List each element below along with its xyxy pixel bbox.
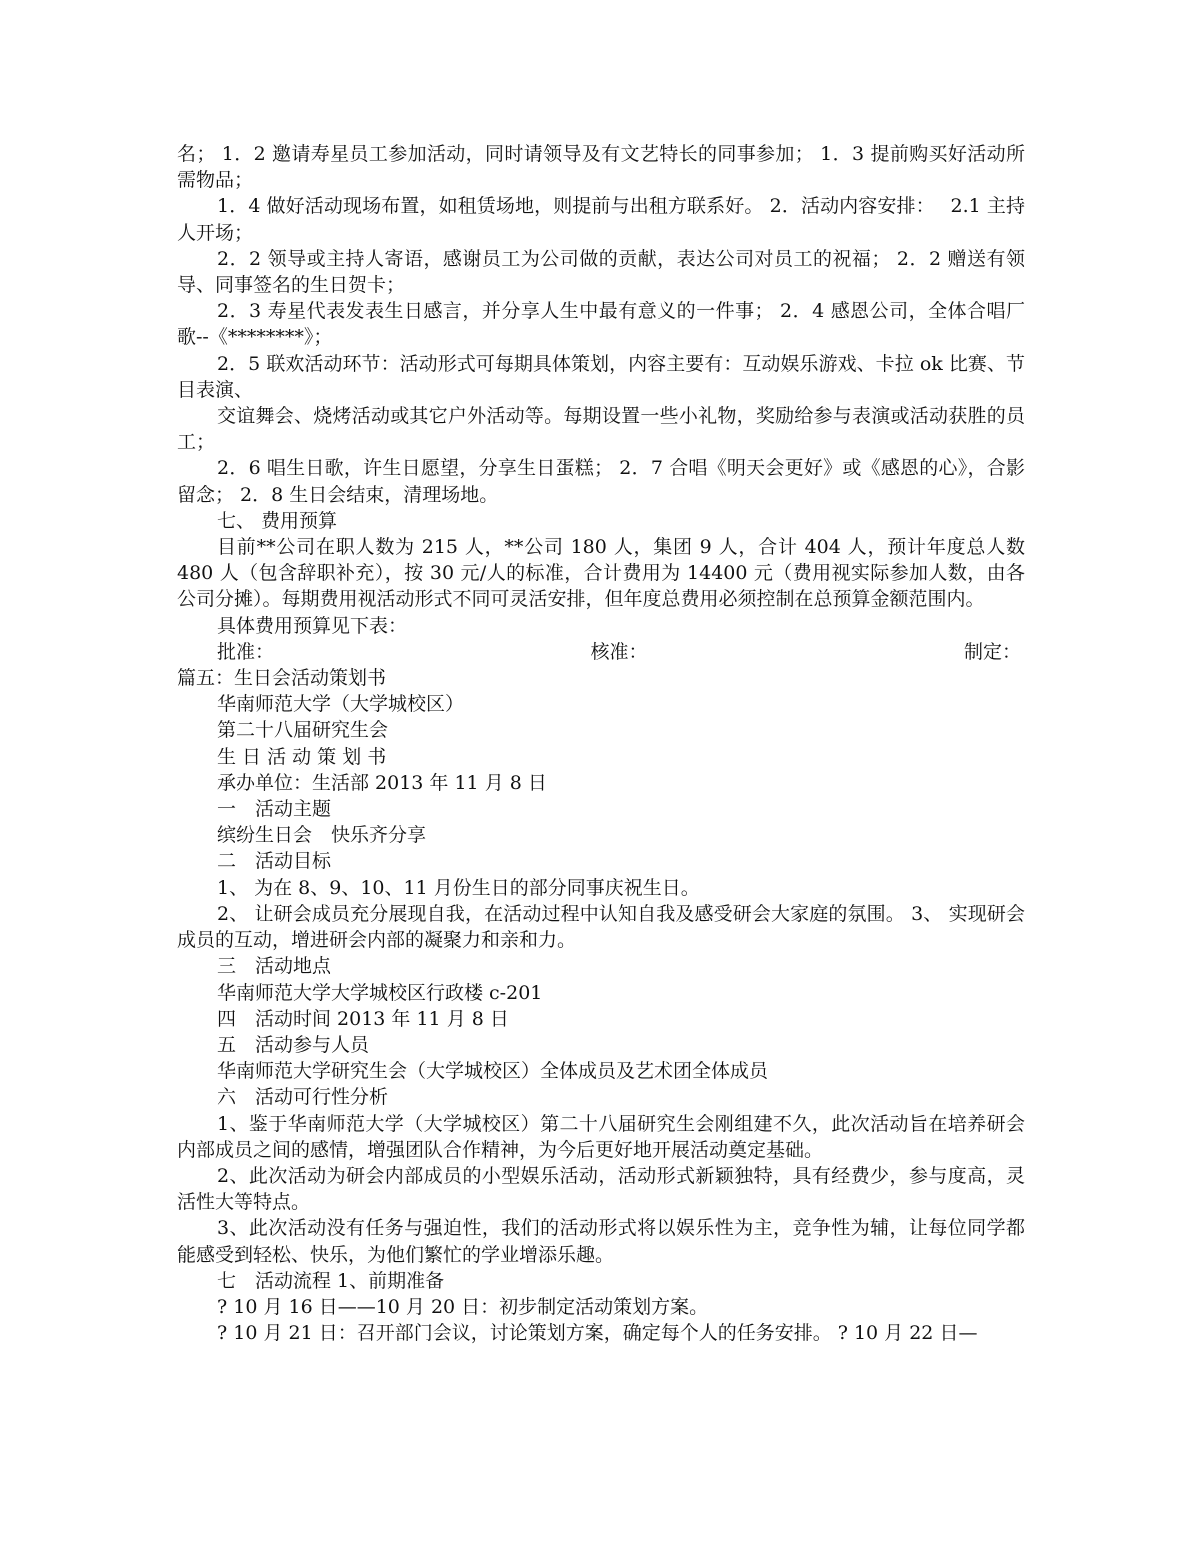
section-heading: 七、 费用预算	[217, 509, 338, 532]
paragraph: 目前**公司在职人数为 215 人，**公司 180 人，集团 9 人，合计 404 人，预计年度总人数 480 人（包含辞职补充），按 30 元/人的标准，合计费用为 14400 元（费用视实际参加人数，由各公司分摊）。每期费用视活动形式不同可灵活安排，但年度总费用必须控制在总预算金额范围内。	[177, 536, 1025, 611]
paragraph: 名； 1．2 邀请寿星员工参加活动，同时请领导及有文艺特长的同事参加； 1．3 提前购买好活动所需物品；	[177, 143, 1025, 192]
paragraph: 1．4 做好活动现场布置，如租赁场地，则提前与出租方联系好。 2．活动内容安排： 2.1 主持人开场；	[177, 195, 1025, 244]
approve-label: 批准：	[217, 640, 275, 663]
paragraph: 华南师范大学大学城校区行政楼 c-201	[217, 981, 543, 1004]
paragraph: 2、此次活动为研会内部成员的小型娱乐活动，活动形式新颖独特，具有经费少，参与度高，灵活性大等特点。	[177, 1164, 1025, 1214]
make-label: 制定：	[963, 640, 1021, 663]
paragraph: 华南师范大学（大学城校区）	[217, 693, 465, 716]
paragraph: ? 10 月 16 日——10 月 20 日：初步制定活动策划方案。	[217, 1295, 709, 1318]
section-heading: 一 活动主题	[217, 798, 332, 821]
paragraph: 承办单位：生活部 2013 年 11 月 8 日	[217, 771, 547, 794]
document-body-part1	[177, 141, 1025, 639]
verify-label: 核准：	[590, 640, 648, 663]
paragraph: ? 10 月 21 日：召开部门会议，讨论策划方案，确定每个人的任务安排。 ? 10 月 22 日—	[217, 1322, 978, 1345]
paragraph: 2．6 唱生日歌，许生日愿望，分享生日蛋糕； 2．7 合唱《明天会更好》或《感恩的心》，合影留念； 2．8 生日会结束，清理场地。	[177, 457, 1025, 506]
paragraph: 具体费用预算见下表：	[217, 614, 408, 637]
document-body-part2	[177, 665, 1025, 1346]
section-heading: 七 活动流程 1、前期准备	[217, 1269, 445, 1292]
paragraph: 缤纷生日会 快乐齐分享	[217, 824, 427, 847]
section-heading: 三 活动地点	[217, 955, 332, 978]
paragraph: 1、鉴于华南师范大学（大学城校区）第二十八届研究生会刚组建不久，此次活动旨在培养研会内部成员之间的感情，增强团队合作精神，为今后更好地开展活动奠定基础。	[177, 1112, 1025, 1161]
paragraph: 3、此次活动没有任务与强迫性，我们的活动形式将以娱乐性为主，竞争性为辅，让每位同学都能感受到轻松、快乐，为他们繁忙的学业增添乐趣。	[177, 1217, 1025, 1266]
paragraph: 生 日 活 动 策 划 书	[217, 745, 387, 768]
paragraph: 2．2 领导或主持人寄语，感谢员工为公司做的贡献，表达公司对员工的祝福； 2．2 赠送有领导、同事签名的生日贺卡；	[177, 247, 1025, 297]
paragraph: 1、 为在 8、9、10、11 月份生日的部分同事庆祝生日。	[217, 876, 700, 899]
paragraph: 2、 让研会成员充分展现自我，在活动过程中认知自我及感受研会大家庭的氛围。 3、 实现研会成员的互动，增进研会内部的凝聚力和亲和力。	[177, 902, 1025, 952]
document-page	[177, 141, 1025, 1346]
signature-row	[177, 639, 1025, 665]
section-heading: 五 活动参与人员	[217, 1033, 370, 1056]
paragraph: 交谊舞会、烧烤活动或其它户外活动等。每期设置一些小礼物，奖励给参与表演或活动获胜的员工；	[177, 405, 1025, 454]
paragraph: 2．5 联欢活动环节：活动形式可每期具体策划，内容主要有：互动娱乐游戏、卡拉 ok 比赛、节目表演、	[177, 352, 1025, 401]
paragraph: 2．3 寿星代表发表生日感言，并分享人生中最有意义的一件事； 2．4 感恩公司，全体合唱厂歌--《********》；	[177, 300, 1025, 349]
chapter-title: 篇五：生日会活动策划书	[177, 667, 387, 690]
section-heading: 六 活动可行性分析	[217, 1086, 389, 1109]
paragraph: 第二十八届研究生会	[217, 719, 389, 742]
section-heading: 四 活动时间 2013 年 11 月 8 日	[217, 1007, 509, 1030]
paragraph: 华南师范大学研究生会（大学城校区）全体成员及艺术团全体成员	[217, 1060, 769, 1083]
section-heading: 二 活动目标	[217, 850, 332, 873]
